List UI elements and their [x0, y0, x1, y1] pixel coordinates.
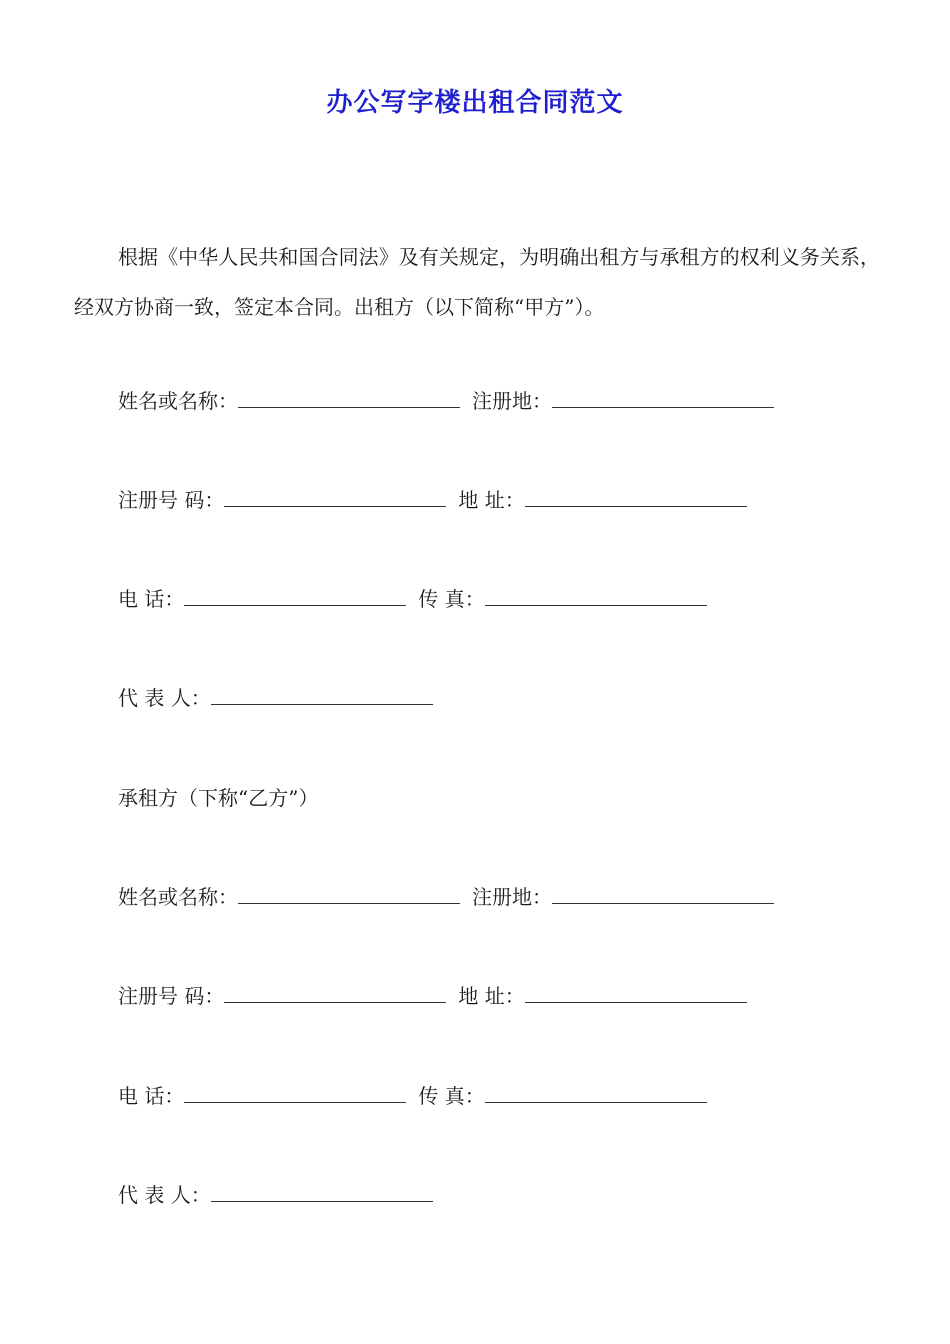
reg-no-blank[interactable] — [224, 486, 446, 507]
party-b-row-rep — [118, 1180, 433, 1210]
party-b-row-reg — [118, 981, 747, 1011]
fax-blank[interactable] — [485, 1082, 707, 1103]
phone-label: 电 话： — [118, 1084, 185, 1108]
party-a-row-reg — [118, 485, 747, 515]
reg-place-blank[interactable] — [552, 387, 774, 408]
rep-blank[interactable] — [211, 1181, 433, 1202]
party-a-row-rep — [118, 683, 433, 713]
party-b-row-name — [118, 882, 774, 912]
rep-label: 代 表 人： — [118, 1183, 211, 1207]
name-label: 姓名或名称： — [118, 389, 238, 413]
phone-blank[interactable] — [184, 1082, 406, 1103]
address-label: 地 址： — [458, 488, 525, 512]
address-label: 地 址： — [458, 984, 525, 1008]
name-blank[interactable] — [238, 387, 460, 408]
intro-paragraph: 根据《中华人民共和国合同法》及有关规定，为明确出租方与承租方的权利义务关系，经双方协商一致，签定本合同。出租方（以下简称“甲方”）。 — [74, 245, 880, 319]
name-blank[interactable] — [238, 883, 460, 904]
reg-no-blank[interactable] — [224, 982, 446, 1003]
address-blank[interactable] — [525, 982, 747, 1003]
reg-no-label: 注册号 码： — [118, 488, 225, 512]
reg-place-label: 注册地： — [472, 389, 552, 413]
reg-place-blank[interactable] — [552, 883, 774, 904]
rep-label: 代 表 人： — [118, 686, 211, 710]
phone-blank[interactable] — [184, 585, 406, 606]
reg-place-label: 注册地： — [472, 885, 552, 909]
phone-label: 电 话： — [118, 587, 185, 611]
address-blank[interactable] — [525, 486, 747, 507]
document-title: 办公写字楼出租合同范文 — [326, 88, 624, 118]
fax-label: 传 真： — [418, 1084, 485, 1108]
fax-blank[interactable] — [485, 585, 707, 606]
name-label: 姓名或名称： — [118, 885, 238, 909]
party-b-heading: 承租方（下称“乙方”） — [118, 786, 319, 810]
party-b-row-phone — [118, 1081, 707, 1111]
reg-no-label: 注册号 码： — [118, 984, 225, 1008]
party-a-row-phone — [118, 584, 707, 614]
fax-label: 传 真： — [418, 587, 485, 611]
rep-blank[interactable] — [211, 684, 433, 705]
party-a-row-name — [118, 386, 774, 416]
